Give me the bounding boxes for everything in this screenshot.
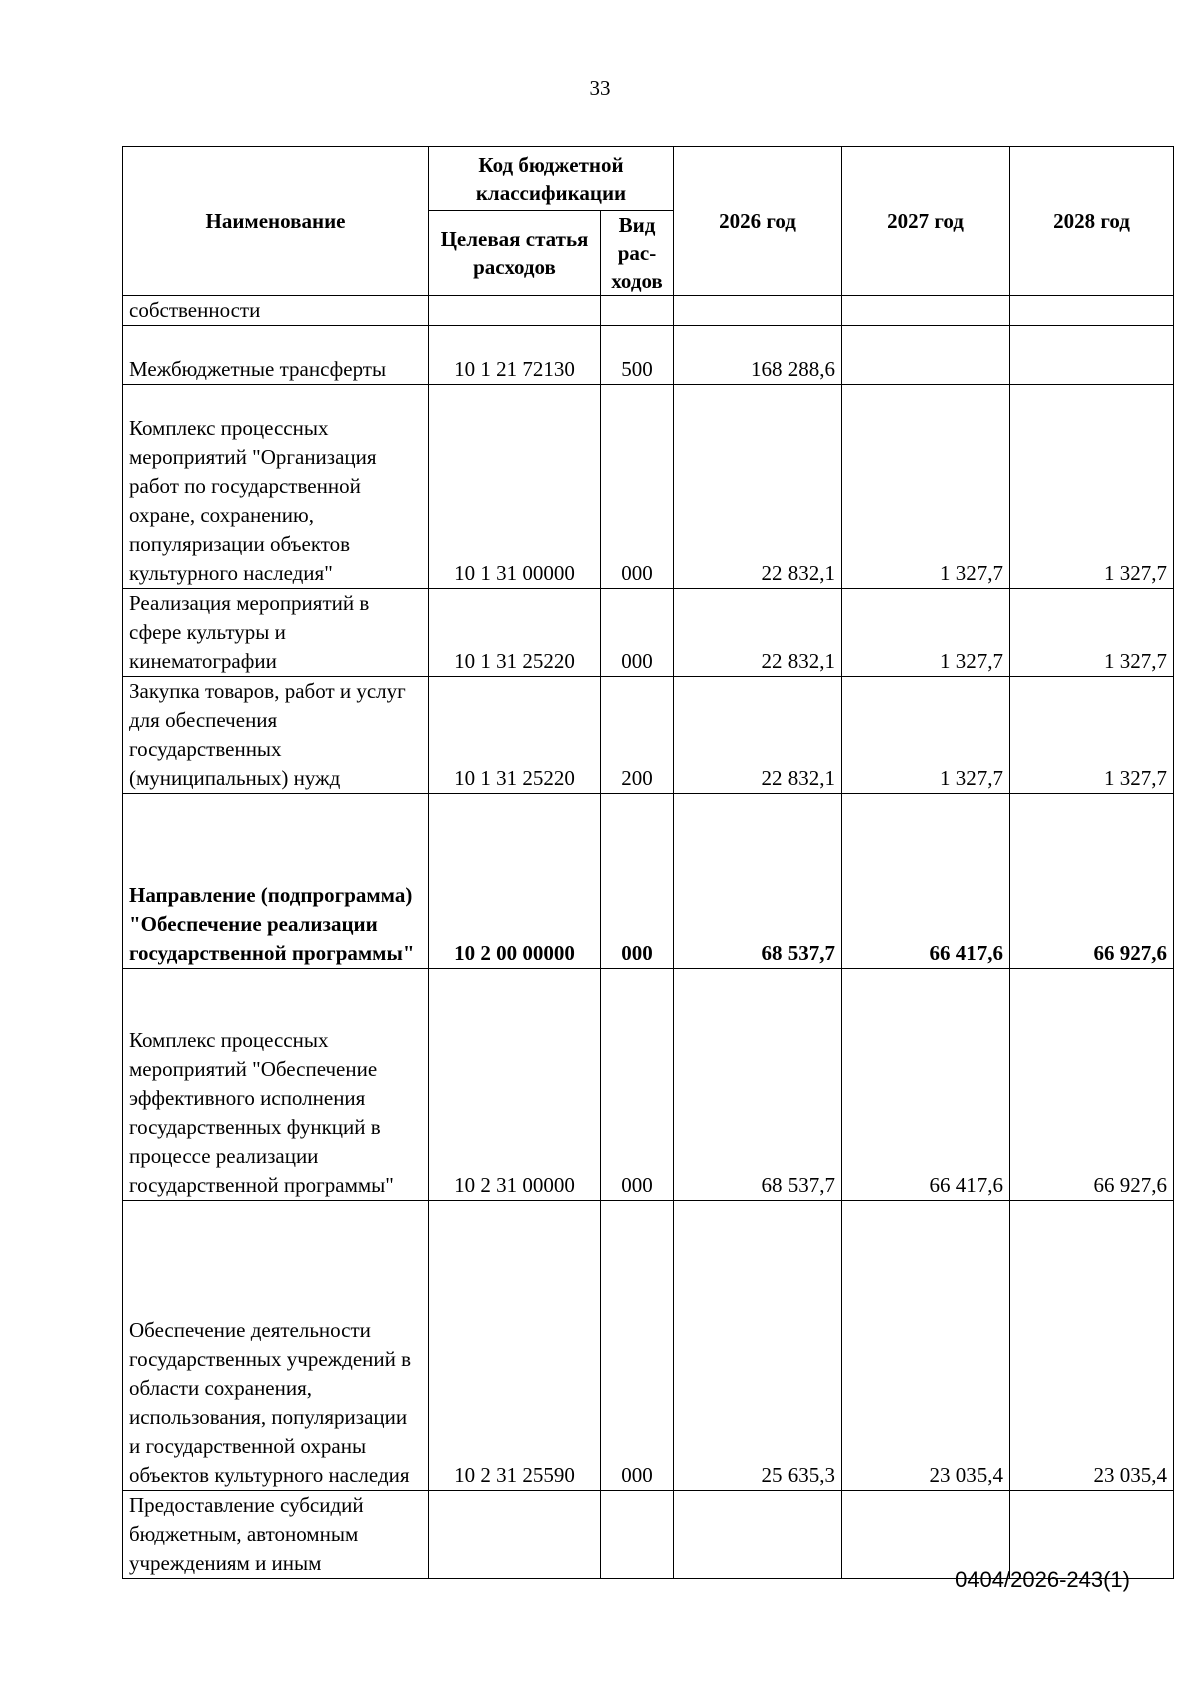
row-2028 bbox=[1010, 1491, 1174, 1579]
row-name: Обеспечение деятельности государственных учреждений в области сохранения, использования, популяризации и государственной охраны объектов культурного наследия bbox=[123, 1201, 429, 1491]
table-row bbox=[123, 385, 1174, 589]
header-2028: 2028 год bbox=[1010, 147, 1174, 296]
row-2026: 22 832,1 bbox=[674, 385, 842, 589]
row-name: собственности bbox=[123, 296, 429, 326]
row-2027: 23 035,4 bbox=[842, 1201, 1010, 1491]
header-name: Наименование bbox=[123, 147, 429, 296]
row-2026: 22 832,1 bbox=[674, 677, 842, 794]
row-2027 bbox=[842, 1491, 1010, 1579]
header-2027: 2027 год bbox=[842, 147, 1010, 296]
budget-table bbox=[122, 146, 1174, 1579]
row-2027: 1 327,7 bbox=[842, 589, 1010, 677]
table-row bbox=[123, 1201, 1174, 1491]
row-2026: 68 537,7 bbox=[674, 969, 842, 1201]
header-2026: 2026 год bbox=[674, 147, 842, 296]
row-code: 10 1 31 25220 bbox=[429, 589, 601, 677]
row-code: 10 1 31 25220 bbox=[429, 677, 601, 794]
header-expense-type: Вид рас-ходов bbox=[601, 211, 674, 296]
table-row bbox=[123, 794, 1174, 969]
row-code: 10 2 00 00000 bbox=[429, 794, 601, 969]
document-id: 0404/2026-243(1) bbox=[955, 1567, 1130, 1592]
row-2028: 1 327,7 bbox=[1010, 385, 1174, 589]
row-name: Комплекс процессных мероприятий "Обеспечение эффективного исполнения государственных функций в процессе реализации государственной программы" bbox=[123, 969, 429, 1201]
row-code bbox=[429, 296, 601, 326]
row-2028: 1 327,7 bbox=[1010, 589, 1174, 677]
row-code: 10 2 31 25590 bbox=[429, 1201, 601, 1491]
row-2027 bbox=[842, 326, 1010, 385]
row-type bbox=[601, 296, 674, 326]
row-name: Предоставление субсидий бюджетным, автономным учреждениям и иным bbox=[123, 1491, 429, 1579]
row-type: 000 bbox=[601, 385, 674, 589]
row-2028 bbox=[1010, 296, 1174, 326]
row-2026: 22 832,1 bbox=[674, 589, 842, 677]
row-code: 10 2 31 00000 bbox=[429, 969, 601, 1201]
row-type: 500 bbox=[601, 326, 674, 385]
row-2027: 66 417,6 bbox=[842, 969, 1010, 1201]
row-type: 000 bbox=[601, 1201, 674, 1491]
row-name: Реализация мероприятий в сфере культуры и кинематографии bbox=[123, 589, 429, 677]
row-2027 bbox=[842, 296, 1010, 326]
row-2028: 23 035,4 bbox=[1010, 1201, 1174, 1491]
row-name: Комплекс процессных мероприятий "Организация работ по государственной охране, сохранению, популяризации объектов культурного наследия" bbox=[123, 385, 429, 589]
row-2028 bbox=[1010, 326, 1174, 385]
row-name: Межбюджетные трансферты bbox=[123, 326, 429, 385]
row-2027: 1 327,7 bbox=[842, 385, 1010, 589]
row-name: Закупка товаров, работ и услуг для обеспечения государственных (муниципальных) нужд bbox=[123, 677, 429, 794]
row-2026: 68 537,7 bbox=[674, 794, 842, 969]
row-2027: 1 327,7 bbox=[842, 677, 1010, 794]
row-type: 000 bbox=[601, 589, 674, 677]
row-type bbox=[601, 1491, 674, 1579]
table-row bbox=[123, 326, 1174, 385]
row-2026: 168 288,6 bbox=[674, 326, 842, 385]
row-code: 10 1 21 72130 bbox=[429, 326, 601, 385]
row-type: 000 bbox=[601, 794, 674, 969]
row-type: 200 bbox=[601, 677, 674, 794]
table-row bbox=[123, 1491, 1174, 1579]
row-2028: 66 927,6 bbox=[1010, 794, 1174, 969]
row-2026: 25 635,3 bbox=[674, 1201, 842, 1491]
row-2028: 66 927,6 bbox=[1010, 969, 1174, 1201]
table-row bbox=[123, 589, 1174, 677]
table-row bbox=[123, 677, 1174, 794]
table-row bbox=[123, 296, 1174, 326]
page-number: 33 bbox=[589, 76, 611, 100]
row-2027: 66 417,6 bbox=[842, 794, 1010, 969]
header-target-item: Целевая статья расходов bbox=[429, 211, 601, 296]
row-code bbox=[429, 1491, 601, 1579]
header-budget-code: Код бюджетной классификации bbox=[429, 147, 674, 211]
row-name: Направление (подпрограмма) "Обеспечение реализации государственной программы" bbox=[123, 794, 429, 969]
row-2028: 1 327,7 bbox=[1010, 677, 1174, 794]
table-row bbox=[123, 969, 1174, 1201]
row-code: 10 1 31 00000 bbox=[429, 385, 601, 589]
row-type: 000 bbox=[601, 969, 674, 1201]
row-2026 bbox=[674, 296, 842, 326]
row-2026 bbox=[674, 1491, 842, 1579]
